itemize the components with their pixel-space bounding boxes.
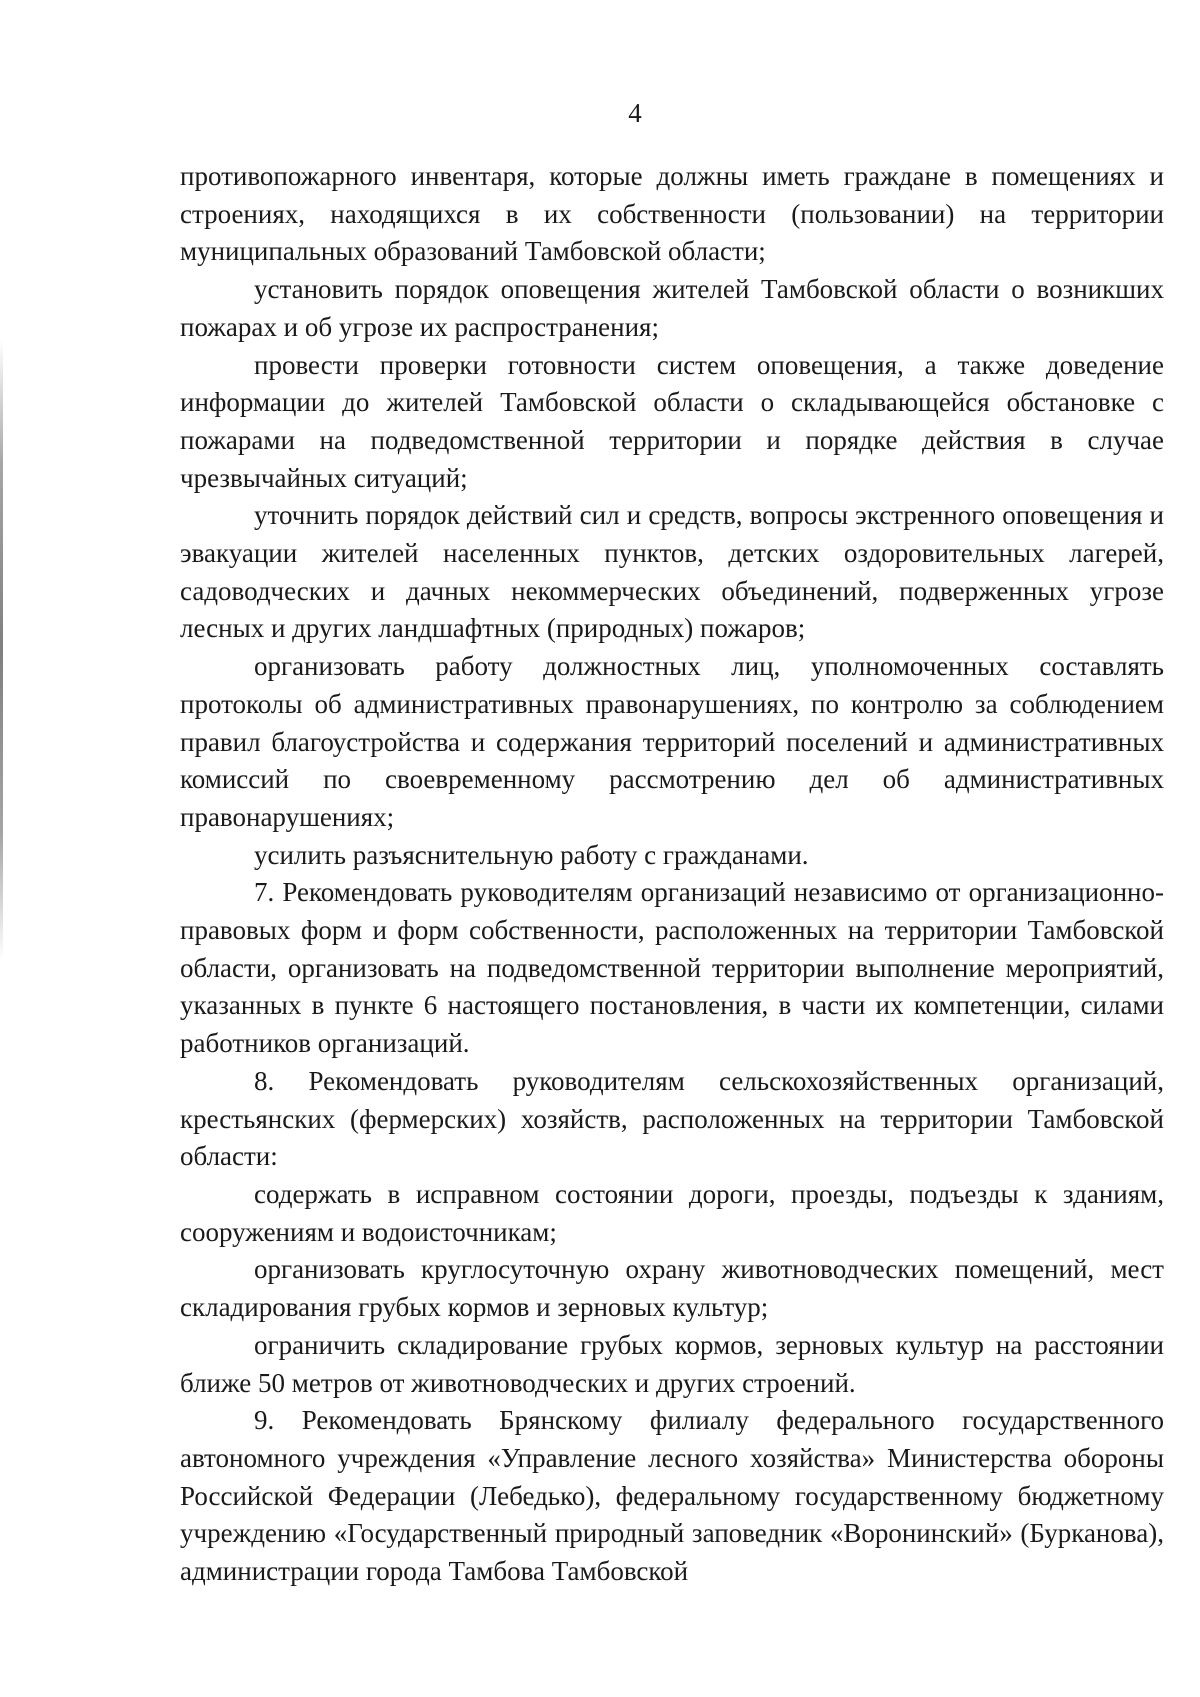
paragraph-4: уточнить порядок действий сил и средств, вопросы экстренного оповещения и эвакуации жителей населенных пунктов, детских оздоровительных лагерей, садоводческих и дачных некоммерческих объединений, подверженных угрозе лесных и других ландшафтных (природных) пожаров; bbox=[180, 500, 1164, 644]
paragraph-10: организовать круглосуточную охрану животноводческих помещений, мест складирования грубых кормов и зерновых культур; bbox=[180, 1254, 1164, 1323]
paragraph-6: усилить разъяснительную работу с гражданами. bbox=[254, 839, 809, 870]
paragraph-5: организовать работу должностных лиц, уполномоченных составлять протоколы об административных правонарушениях, по контролю за соблюдением правил благоустройства и содержания территорий поселений и административных комиссий по своевременному рассмотрению дел об административных правонарушениях; bbox=[180, 651, 1164, 832]
paragraph-2: установить порядок оповещения жителей Тамбовской области о возникших пожарах и об угрозе их распространения; bbox=[180, 274, 1164, 342]
paragraph-12: 9. Рекомендовать Брянскому филиалу федерального государственного автономного учреждения «Управление лесного хозяйства» Министерства обороны Российской Федерации (Лебедько), федеральному государственному бюджетному учреждению «Государственный природный заповедник «Воронинский» (Бурканова), администрации города Тамбова Тамбовской bbox=[180, 1405, 1164, 1587]
page-number: 4 bbox=[628, 98, 642, 128]
paragraph-7: 7. Рекомендовать руководителям организаций независимо от организационно-правовых форм и форм собственности, расположенных на территории Тамбовской области, организовать на подведомственной территории выполнение мероприятий, указанных в пункте 6 настоящего постановления, в части их компетенции, силами работников организаций. bbox=[180, 877, 1164, 1059]
paragraph-1: противопожарного инвентаря, которые должны иметь граждане в помещениях и строениях, находящихся в их собственности (пользовании) на территории муниципальных образований Тамбовской области; bbox=[180, 161, 1164, 267]
paragraph-11: ограничить складирование грубых кормов, зерновых культур на расстоянии ближе 50 метров от животноводческих и других строений. bbox=[180, 1329, 1164, 1398]
paragraph-9: содержать в исправном состоянии дороги, проезды, подъезды к зданиям, сооружениям и водоисточникам; bbox=[180, 1178, 1164, 1247]
paragraph-8: 8. Рекомендовать руководителям сельскохозяйственных организаций, крестьянских (фермерских) хозяйств, расположенных на территории Тамбовской области: bbox=[180, 1065, 1164, 1172]
paragraph-3: провести проверки готовности систем оповещения, а также доведение информации до жителей Тамбовской области о складывающейся обстановке с пожарами на подведомственной территории и порядке действия в случае чрезвычайных ситуаций; bbox=[180, 349, 1164, 493]
document-body bbox=[180, 158, 1164, 1591]
scan-edge-shadow bbox=[0, 340, 3, 960]
